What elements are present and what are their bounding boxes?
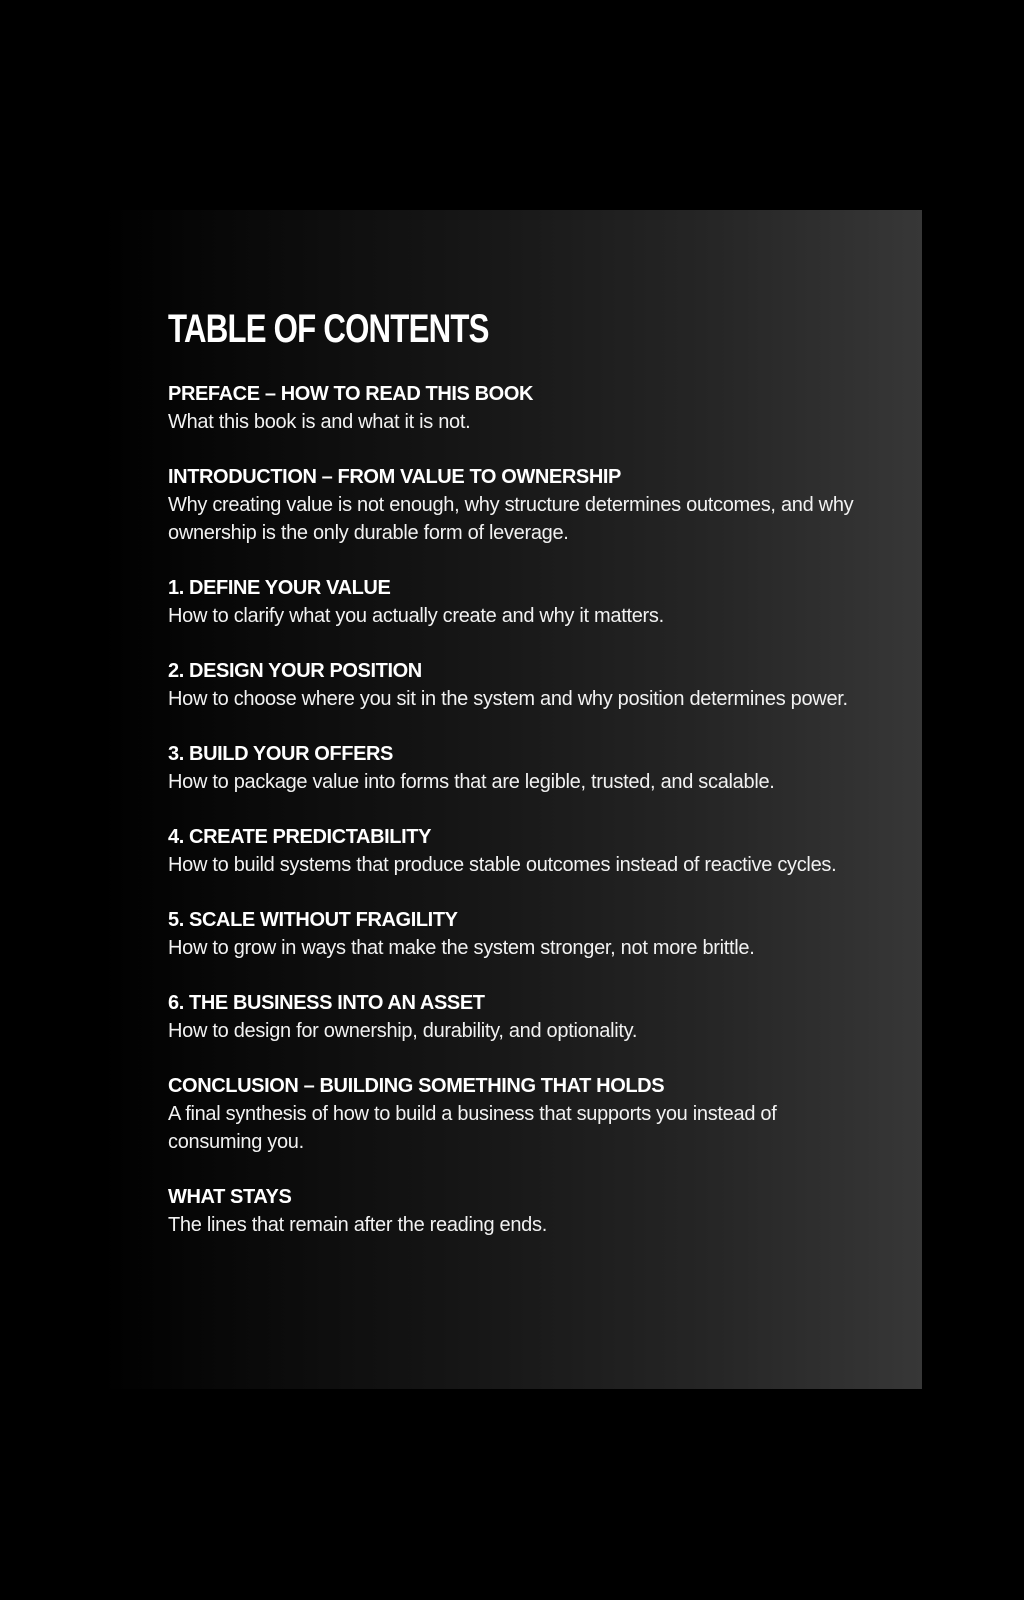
toc-entry-chapter-5	[168, 906, 868, 962]
toc-entry-heading: 6. THE BUSINESS INTO AN ASSET	[168, 992, 485, 1014]
document-page	[100, 210, 922, 1389]
toc-entry-introduction	[168, 463, 868, 547]
toc-entry-heading: CONCLUSION – BUILDING SOMETHING THAT HOLDS	[168, 1075, 665, 1097]
toc-entry-chapter-2	[168, 657, 868, 713]
toc-entry-preface	[168, 380, 868, 436]
toc-entry-description: What this book is and what it is not.	[168, 411, 471, 433]
toc-entry-chapter-1	[168, 574, 868, 630]
toc-entry-description: How to grow in ways that make the system stronger, not more brittle.	[168, 937, 755, 959]
toc-entry-description: The lines that remain after the reading ends.	[168, 1214, 547, 1236]
toc-entry-heading: PREFACE – HOW TO READ THIS BOOK	[168, 383, 534, 405]
toc-entry-heading: 5. SCALE WITHOUT FRAGILITY	[168, 909, 458, 931]
toc-entry-what-stays	[168, 1183, 868, 1239]
toc-entry-heading: 4. CREATE PREDICTABILITY	[168, 826, 432, 848]
page-title: TABLE OF CONTENTS	[168, 307, 489, 351]
toc-entry-heading: INTRODUCTION – FROM VALUE TO OWNERSHIP	[168, 466, 621, 488]
toc-entry-description: How to choose where you sit in the system and why position determines power.	[168, 688, 848, 710]
toc-entry-conclusion	[168, 1072, 868, 1156]
toc-entry-description: How to clarify what you actually create and why it matters.	[168, 605, 664, 627]
toc-entry-description: How to package value into forms that are legible, trusted, and scalable.	[168, 771, 775, 793]
toc-entry-description: Why creating value is not enough, why structure determines outcomes, and why ownership is the only durable form of leverage.	[168, 494, 854, 544]
toc-entry-heading: WHAT STAYS	[168, 1186, 292, 1208]
toc-entry-chapter-3	[168, 740, 868, 796]
toc-entry-heading: 1. DEFINE YOUR VALUE	[168, 577, 391, 599]
toc-entry-chapter-6	[168, 989, 868, 1045]
toc-entry-description: How to design for ownership, durability, and optionality.	[168, 1020, 638, 1042]
toc-entry-heading: 2. DESIGN YOUR POSITION	[168, 660, 422, 682]
table-of-contents	[168, 380, 868, 1266]
toc-entry-chapter-4	[168, 823, 868, 879]
toc-entry-description: How to build systems that produce stable outcomes instead of reactive cycles.	[168, 854, 837, 876]
toc-entry-heading: 3. BUILD YOUR OFFERS	[168, 743, 393, 765]
toc-entry-description: A final synthesis of how to build a business that supports you instead of consuming you.	[168, 1103, 777, 1153]
